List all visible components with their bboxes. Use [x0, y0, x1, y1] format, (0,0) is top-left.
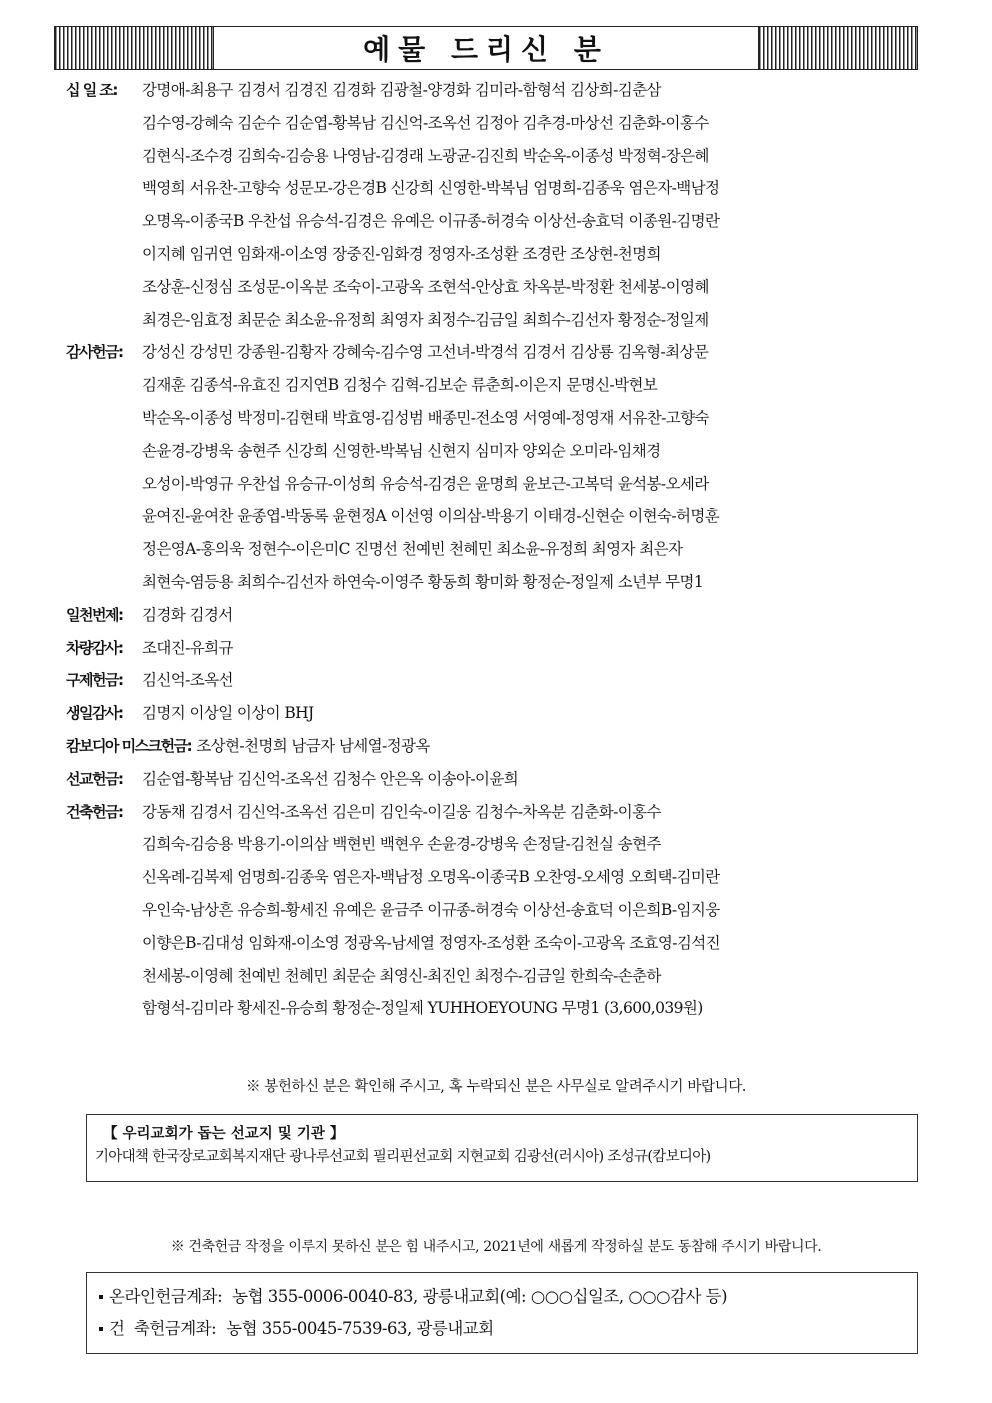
name-line: 정은영A-홍의욱 정현수-이은미C 진명선 천예빈 천혜민 최소윤-유정희 최영자 최은자 — [142, 540, 683, 559]
section-label: 차량감사: — [66, 638, 123, 657]
account-row-building — [99, 1313, 903, 1345]
name-line: 천세봉-이영혜 천예빈 천혜민 최문순 최영신-최진인 최정수-김금일 한희숙-손춘하 — [142, 966, 661, 985]
section-label: 구제헌금: — [66, 671, 123, 690]
account-value: 농협 355-0006-0040-83, 광릉내교회(예: ○○○십일조, ○○○감사 등) — [232, 1287, 728, 1306]
name-line: 강동채 김경서 김신억-조옥선 김은미 김인숙-이길웅 김청수-차옥분 김춘화-이홍수 — [142, 802, 661, 821]
bullet-icon — [99, 1295, 103, 1299]
building-fund-note: ※ 건축헌금 작정을 이루지 못하신 분은 힘 내주시고, 2021년에 새롭게 작정하실 분도 동참해 주시기 바랍니다. — [170, 1239, 822, 1255]
section-label: 선교헌금: — [66, 769, 123, 788]
section-cambodia-mask — [66, 730, 926, 763]
name-line: 김현식-조수경 김희숙-김승용 나영남-김경래 노광균-김진희 박순옥-이종성 박정혁-장은혜 — [142, 146, 709, 165]
name-lines — [142, 74, 926, 336]
name-line: 김순엽-황복남 김신억-조옥선 김청수 안은옥 이송아-이윤희 — [142, 769, 519, 788]
name-lines — [142, 697, 926, 730]
title-bar — [54, 26, 918, 70]
name-line: 김희숙-김승용 박용기-이의삼 백현빈 백현우 손윤경-강병욱 손정달-김천실 송현주 — [142, 835, 661, 854]
page-title: 예물 드리신 분 — [363, 33, 609, 66]
account-row-online — [99, 1281, 903, 1313]
name-line: 오명옥-이종국B 우찬섭 유승석-김경은 유예은 이규종-허경숙 이상선-송효덕 이종원-김명란 — [142, 212, 720, 231]
name-line: 함형석-김미라 황세진-유승희 황정순-정일제 YUHHOEYOUNG 무명1 (3,600,039원) — [142, 999, 703, 1018]
name-line: 최경은-임효정 최문순 최소윤-유정희 최영자 최정수-김금일 최희수-김선자 황정순-정일제 — [142, 310, 709, 329]
name-lines — [142, 632, 926, 665]
missions-heading: 【 우리교회가 돕는 선교지 및 기관 】 — [103, 1126, 345, 1142]
section-label: 감사헌금: — [66, 343, 123, 362]
name-line: 박순옥-이종성 박정미-김현태 박효영-김성범 배종민-전소영 서영예-정영재 서유찬-고향숙 — [142, 408, 709, 427]
title-box — [214, 26, 758, 70]
account-label: 온라인헌금계좌: — [109, 1287, 223, 1306]
name-line: 조상훈-신정심 조성문-이옥분 조숙이-고광옥 조현석-안상효 차옥분-박정환 천세봉-이영혜 — [142, 277, 709, 296]
title-hatch-left — [54, 26, 214, 70]
section-relief — [66, 664, 926, 697]
name-lines — [142, 796, 926, 1026]
bullet-icon — [99, 1327, 103, 1331]
accounts-box — [86, 1272, 918, 1354]
name-lines — [142, 763, 926, 796]
name-lines — [142, 336, 926, 598]
name-line: 백영희 서유찬-고향숙 성문모-강은경B 신강희 신영한-박복님 엄명희-김종욱 염은자-백남정 — [142, 179, 720, 198]
name-lines — [142, 664, 926, 697]
name-line: 조상현-천명희 남금자 남세열-정광옥 — [196, 736, 430, 755]
section-label: 생일감사: — [66, 704, 123, 723]
name-line: 강성신 강성민 강종원-김황자 강혜숙-김수영 고선녀-박경석 김경서 김상룡 김옥형-최상문 — [142, 343, 709, 362]
name-line: 김경화 김경서 — [142, 605, 233, 624]
name-line: 오성이-박영규 우찬섭 유승규-이성희 유승석-김경은 윤명희 윤보근-고복덕 윤석봉-오세라 — [142, 474, 709, 493]
name-line: 이향은B-김대성 임화재-이소영 정광옥-남세열 정영자-조성환 조숙이-고광옥 조효영-김석진 — [142, 933, 720, 952]
name-line: 우인숙-남상흔 유승희-황세진 유예은 윤금주 이규종-허경숙 이상선-송효덕 이은희B-임지웅 — [142, 900, 720, 919]
section-label: 캄보디아 미스크헌금: — [66, 736, 192, 755]
title-hatch-right — [758, 26, 918, 70]
name-line: 김신억-조옥선 — [142, 671, 233, 690]
section-tithe — [66, 74, 926, 336]
section-label: 일천번제: — [66, 605, 123, 624]
name-line: 김수영-강혜숙 김순수 김순엽-황복남 김신억-조옥선 김정아 김추경-마상선 김춘화-이홍수 — [142, 113, 709, 132]
section-label: 건축헌금: — [66, 802, 123, 821]
name-line: 김재훈 김종석-유효진 김지연B 김청수 김혁-김보순 류춘희-이은지 문명신-박현보 — [142, 376, 658, 395]
name-lines — [142, 599, 926, 632]
missions-box — [86, 1114, 918, 1182]
name-line: 조대진-유희규 — [142, 638, 233, 657]
name-line: 윤여진-윤여찬 윤종엽-박동록 윤현정A 이선영 이의삼-박용기 이태경-신현순 이현숙-허명훈 — [142, 507, 720, 526]
account-value: 농협 355-0045-7539-63, 광릉내교회 — [226, 1319, 494, 1338]
section-birthday-thanks — [66, 697, 926, 730]
section-mission — [66, 763, 926, 796]
section-vehicle-thanks — [66, 632, 926, 665]
name-line: 손윤경-강병욱 송현주 신강희 신영한-박복님 신현지 심미자 양외순 오미라-임채경 — [142, 441, 661, 460]
section-thousand-offerings — [66, 599, 926, 632]
section-building — [66, 796, 926, 1026]
section-thanksgiving — [66, 336, 926, 598]
section-label: 십 일 조: — [66, 81, 117, 99]
offering-sections — [66, 74, 926, 1025]
missions-list: 기아대책 한국장로교회복지재단 광나루선교회 필리핀선교회 지현교회 김광선(러시아) 조성규(캄보디아) — [95, 1149, 711, 1165]
name-line: 최현숙-염등용 최희수-김선자 하연숙-이영주 황동희 황미화 황정순-정일제 소년부 무명1 — [142, 572, 704, 591]
confirmation-note: ※ 봉헌하신 분은 확인해 주시고, 혹 누락되신 분은 사무실로 알려주시기 바랍니다. — [245, 1079, 747, 1095]
name-line: 강명애-최용구 김경서 김경진 김경화 김광철-양경화 김미라-함형석 김상희-김춘삼 — [142, 81, 661, 99]
name-line: 김명지 이상일 이상이 BHJ — [142, 704, 314, 723]
name-line: 신옥례-김복제 엄명희-김종욱 염은자-백남정 오명옥-이종국B 오찬영-오세영 오희택-김미란 — [142, 868, 720, 887]
name-line: 이지혜 임귀연 임화재-이소영 장중진-임화경 정영자-조성환 조경란 조상현-천명희 — [142, 244, 661, 263]
account-label: 건 축헌금계좌: — [109, 1319, 217, 1338]
